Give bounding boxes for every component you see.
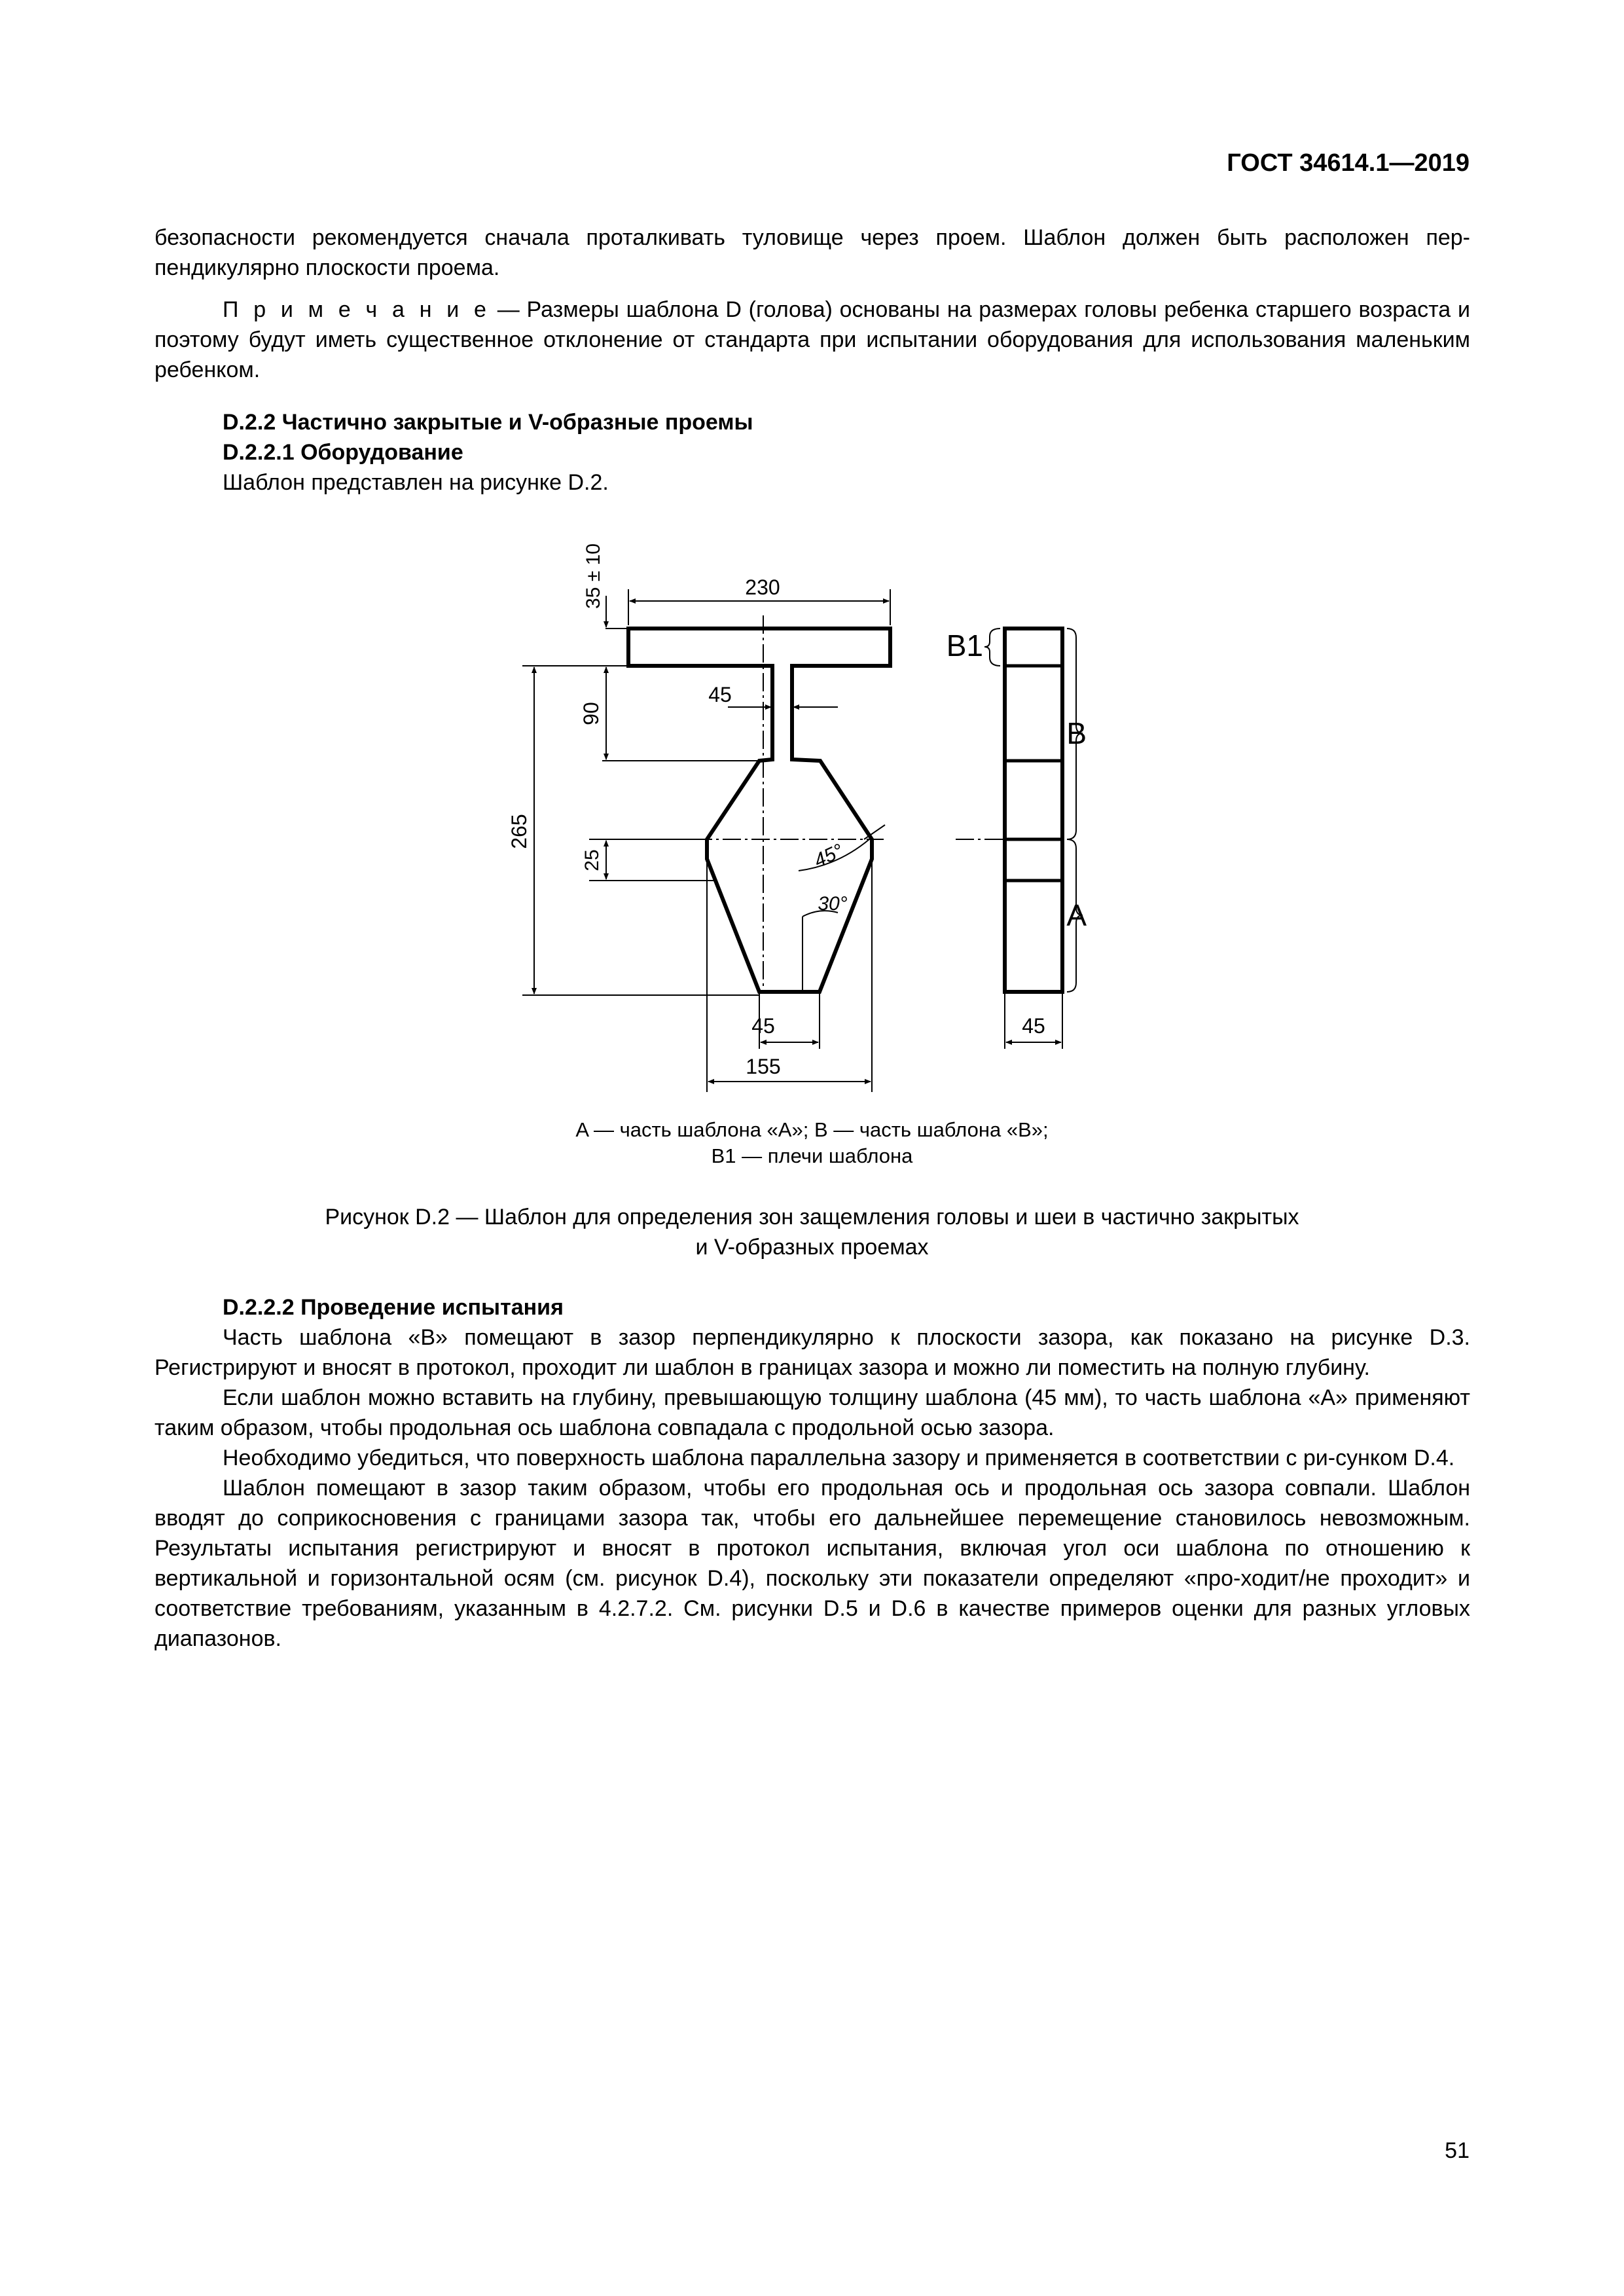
note-paragraph — [154, 295, 1470, 385]
section-d222-title: D.2.2.2 Проведение испытания — [223, 1295, 564, 1320]
dim-body-width: 155 — [746, 1055, 781, 1078]
dim-top-offset: 35 ± 10 — [583, 543, 604, 609]
dim-side-thickness: 45 — [1022, 1014, 1045, 1038]
d222-block — [154, 1322, 1470, 1654]
dim-neck-height: 90 — [579, 702, 603, 725]
label-a: A — [1066, 898, 1087, 932]
label-b: B — [1066, 716, 1087, 750]
d222-paragraph-1: Часть шаблона «B» помещают в зазор перпендикулярно к плоскости зазора, как показано на рисунке D.3. Регистрируют и вносят в протокол, проходит ли шаблон в границах зазора и можно ли поместить на полную глубину. — [154, 1325, 1470, 1380]
figure-legend-line2: B1 — плечи шаблона — [711, 1144, 913, 1167]
dim-top-width: 230 — [745, 575, 780, 599]
note-text: — Размеры шаблона D (голова) основаны на размерах головы ребенка старшего возраста и поэтому будут иметь существенное отклонение от стандарта при испытании оборудования для использования маленьким ребенком. — [154, 297, 1470, 382]
template-front-outline — [628, 629, 890, 992]
angle-30-label: 30° — [818, 893, 848, 915]
figure-caption-line2: и V-образных проемах — [695, 1235, 929, 1260]
label-b1: B1 — [946, 629, 983, 663]
d222-paragraph-3: Необходимо убедиться, что поверхность шаблона параллельна зазору и применяется в соответствии с ри-сунком D.4. — [223, 1446, 1455, 1470]
page-number: 51 — [1445, 2138, 1470, 2163]
note-label: П р и м е ч а н и е — [223, 297, 490, 322]
brace-b1 — [984, 629, 1000, 666]
d222-paragraph-2: Если шаблон можно вставить на глубину, превышающую толщину шаблона (45 мм), то часть шаблона «A» применяют таким образом, чтобы продольная ось шаблона совпадала с продольной осью зазора. — [154, 1385, 1470, 1440]
d222-paragraph-4: Шаблон помещают в зазор таким образом, чтобы его продольная ось и продольная ось зазора совпали. Шаблон вводят до соприкосновения с границами зазора так, чтобы его дальнейшее перемещение становилось невозможным. Результаты испытания регистрируют и вносят в протокол испытания, включая угол оси шаблона по отношению к вертикальной и горизонтальной осям (см. рисунок D.4), поскольку эти показатели определяют «про-ходит/не проходит» и соответствие требованиям, указанным в 4.2.7.2. См. рисунки D.5 и D.6 в качестве примеров оценки для разных угловых диапазонов. — [154, 1476, 1470, 1651]
section-d22-title: D.2.2 Частично закрытые и V-образные проемы — [223, 410, 753, 435]
dim-neck-width: 45 — [708, 683, 732, 706]
document-header: ГОСТ 34614.1—2019 — [1227, 149, 1470, 177]
template-side-view — [1005, 629, 1062, 992]
angle-45-label: 45° — [810, 839, 847, 872]
intro-paragraph: безопасности рекомендуется сначала проталкивать туловище через проем. Шаблон должен быть расположен пер-пендикулярно плоскости проема. — [154, 225, 1470, 280]
intro-block — [154, 223, 1470, 385]
section-d221-title: D.2.2.1 Оборудование — [223, 440, 463, 465]
dim-shoulder-height: 25 — [581, 849, 603, 871]
section-d221-text: Шаблон представлен на рисунке D.2. — [223, 470, 609, 495]
figure-caption-line1: Рисунок D.2 — Шаблон для определения зон защемления головы и шеи в частично закрытых — [325, 1205, 1299, 1230]
figure-legend-line1: A — часть шаблона «A»; B — часть шаблона «B»; — [575, 1118, 1049, 1141]
template-drawing — [497, 517, 1087, 1106]
dim-total-height: 265 — [507, 814, 531, 849]
dim-bottom-width: 45 — [751, 1014, 775, 1038]
